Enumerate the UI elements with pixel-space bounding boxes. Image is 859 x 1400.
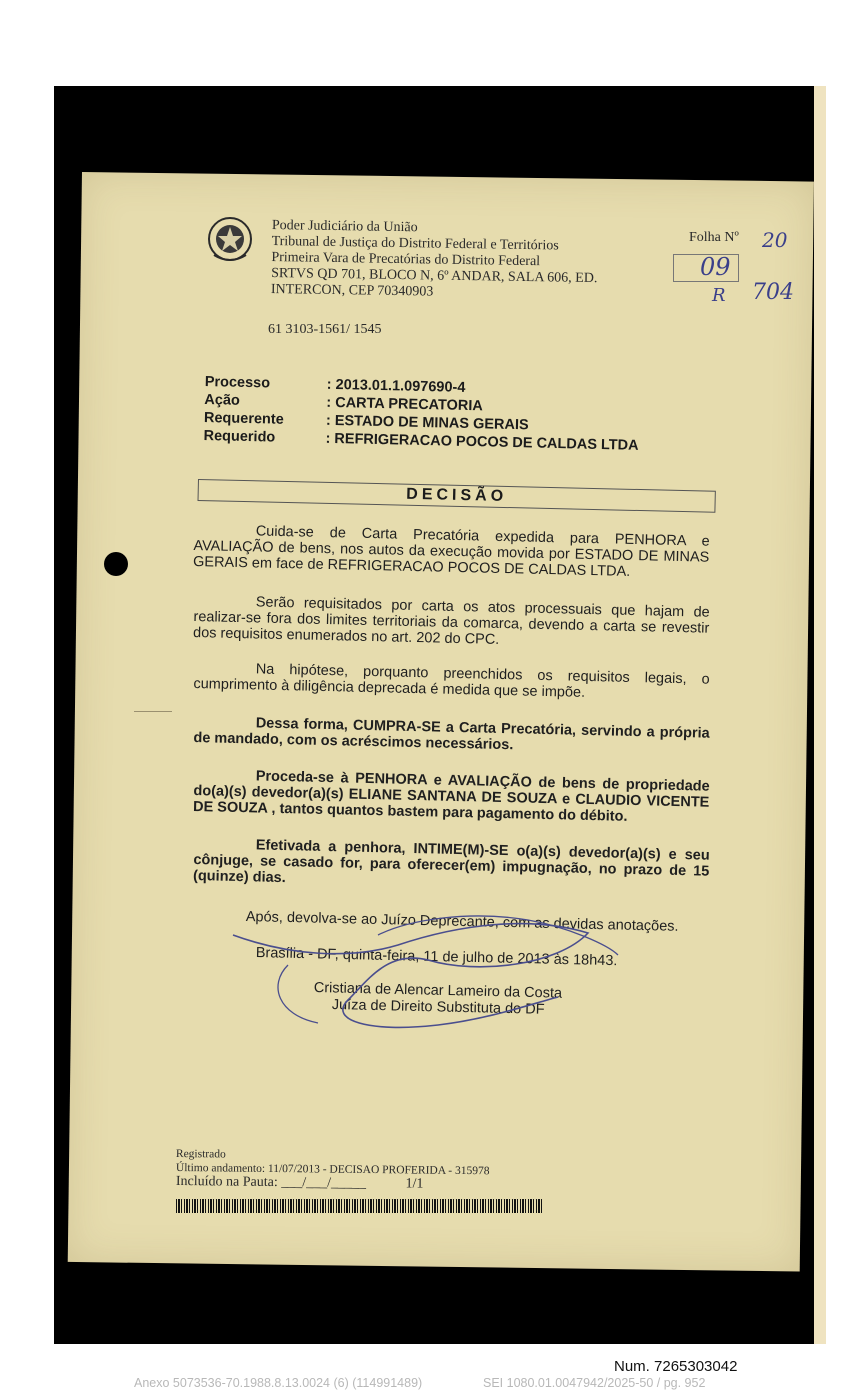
included-label: Incluído na Pauta: ___/___/_____: [175, 1174, 367, 1191]
action-label: Ação: [204, 391, 241, 409]
letterhead-line: Tribunal de Justiça do Distrito Federal e Territórios: [271, 233, 559, 254]
closing-line: Após, devolva-se ao Juízo Deprecante, com as devidas anotações.: [245, 909, 679, 935]
barcode: [176, 1199, 542, 1213]
page-count: 1/1: [405, 1176, 424, 1192]
paragraph-text: Dessa forma, CUMPRA-SE a Carta Precatória, servindo a própria de mandado, com os acréscimos necessários.: [193, 715, 710, 754]
paragraph-text: Efetivada a penhora, INTIME(M)-SE o(a)(s) devedor(a)(s) e seu cônjuge, se casado for, para oferecer(em) impugnação, no prazo de 15 (quinze) dias.: [192, 837, 710, 887]
plaintiff-value: : ESTADO DE MINAS GERAIS: [325, 412, 529, 434]
judge-title: Juíza de Direito Substituta do DF: [331, 997, 545, 1018]
letterhead: [271, 218, 632, 304]
handwritten-side-number: 704: [752, 280, 794, 305]
margin-mark: [134, 711, 172, 712]
judge-name: Cristiana de Alencar Lameiro da Costa: [313, 980, 563, 1002]
letterhead-line: SRTVS QD 701, BLOCO N, 6º ANDAR, SALA 606, ED.: [271, 265, 598, 287]
handwritten-initial: R: [712, 285, 726, 306]
handwritten-page-top: 20: [762, 228, 788, 252]
document-number: Num. 7265303042: [614, 1358, 738, 1375]
last-movement: Último andamento: 11/07/2013 - DECISAO PROFERIDA - 315978: [175, 1162, 490, 1178]
letterhead-line: INTERCON, CEP 70340903: [270, 281, 434, 300]
paragraph-text: Cuida-se de Carta Precatória expedida para PENHORA e AVALIAÇÃO de bens, nos autos da execução movida por ESTADO DE MINAS GERAIS em face de REFRIGERACAO POCOS DE CALDAS LTDA.: [192, 523, 710, 580]
sei-reference: SEI 1080.01.0047942/2025-50 / pg. 952: [483, 1376, 706, 1390]
paragraph-text: Proceda-se à PENHORA e AVALIAÇÃO de bens de propriedade do(a)(s) devedor(a)(s) ELIANE SANTANA DE SOUZA e CLAUDIO VICENTE DE SOUZA , tantos quantos bastem para pagamento do débito.: [192, 768, 710, 825]
process-details: [203, 373, 724, 457]
action-value: : CARTA PRECATORIA: [326, 394, 484, 415]
paragraph-text: Serão requisitados por carta os atos processuais que hajam de realizar-se fora dos limites territoriais da comarca, devendo a carta se revestir dos requisitos enumerados no art. 202 do CPC.: [192, 594, 710, 648]
folha-label: Folha Nº: [689, 230, 739, 245]
scan-edge: [814, 86, 826, 1344]
letterhead-line: Primeira Vara de Precatórias do Distrito Federal: [271, 249, 541, 270]
paragraph-text: Na hipótese, porquanto preenchidos os requisitos legais, o cumprimento à diligência deprecada é medida que se impõe.: [193, 661, 710, 701]
handwritten-page-number: 09: [700, 253, 731, 281]
process-label: Processo: [204, 373, 271, 392]
punch-hole: [104, 552, 128, 576]
handwritten-signature: [228, 905, 698, 1035]
plaintiff-label: Requerente: [203, 409, 284, 428]
included-line: [176, 1174, 424, 1193]
letterhead-line: Poder Judiciário da União: [271, 218, 418, 236]
defendant-label: Requerido: [203, 427, 276, 446]
phone-number: 61 3103-1561/ 1545: [268, 322, 382, 337]
registered-label: Registrado: [175, 1148, 226, 1161]
decision-title: DECISÃO: [198, 479, 716, 513]
process-value: : 2013.01.1.097690-4: [326, 376, 466, 396]
annex-reference: Anexo 5073536-70.1988.8.13.0024 (6) (114991489): [134, 1376, 423, 1390]
defendant-value: : REFRIGERACAO POCOS DE CALDAS LTDA: [325, 430, 639, 454]
place-date: Brasília - DF, quinta-feira, 11 de julho de 2013 às 18h43.: [255, 945, 618, 970]
coat-of-arms-icon: [206, 215, 254, 265]
